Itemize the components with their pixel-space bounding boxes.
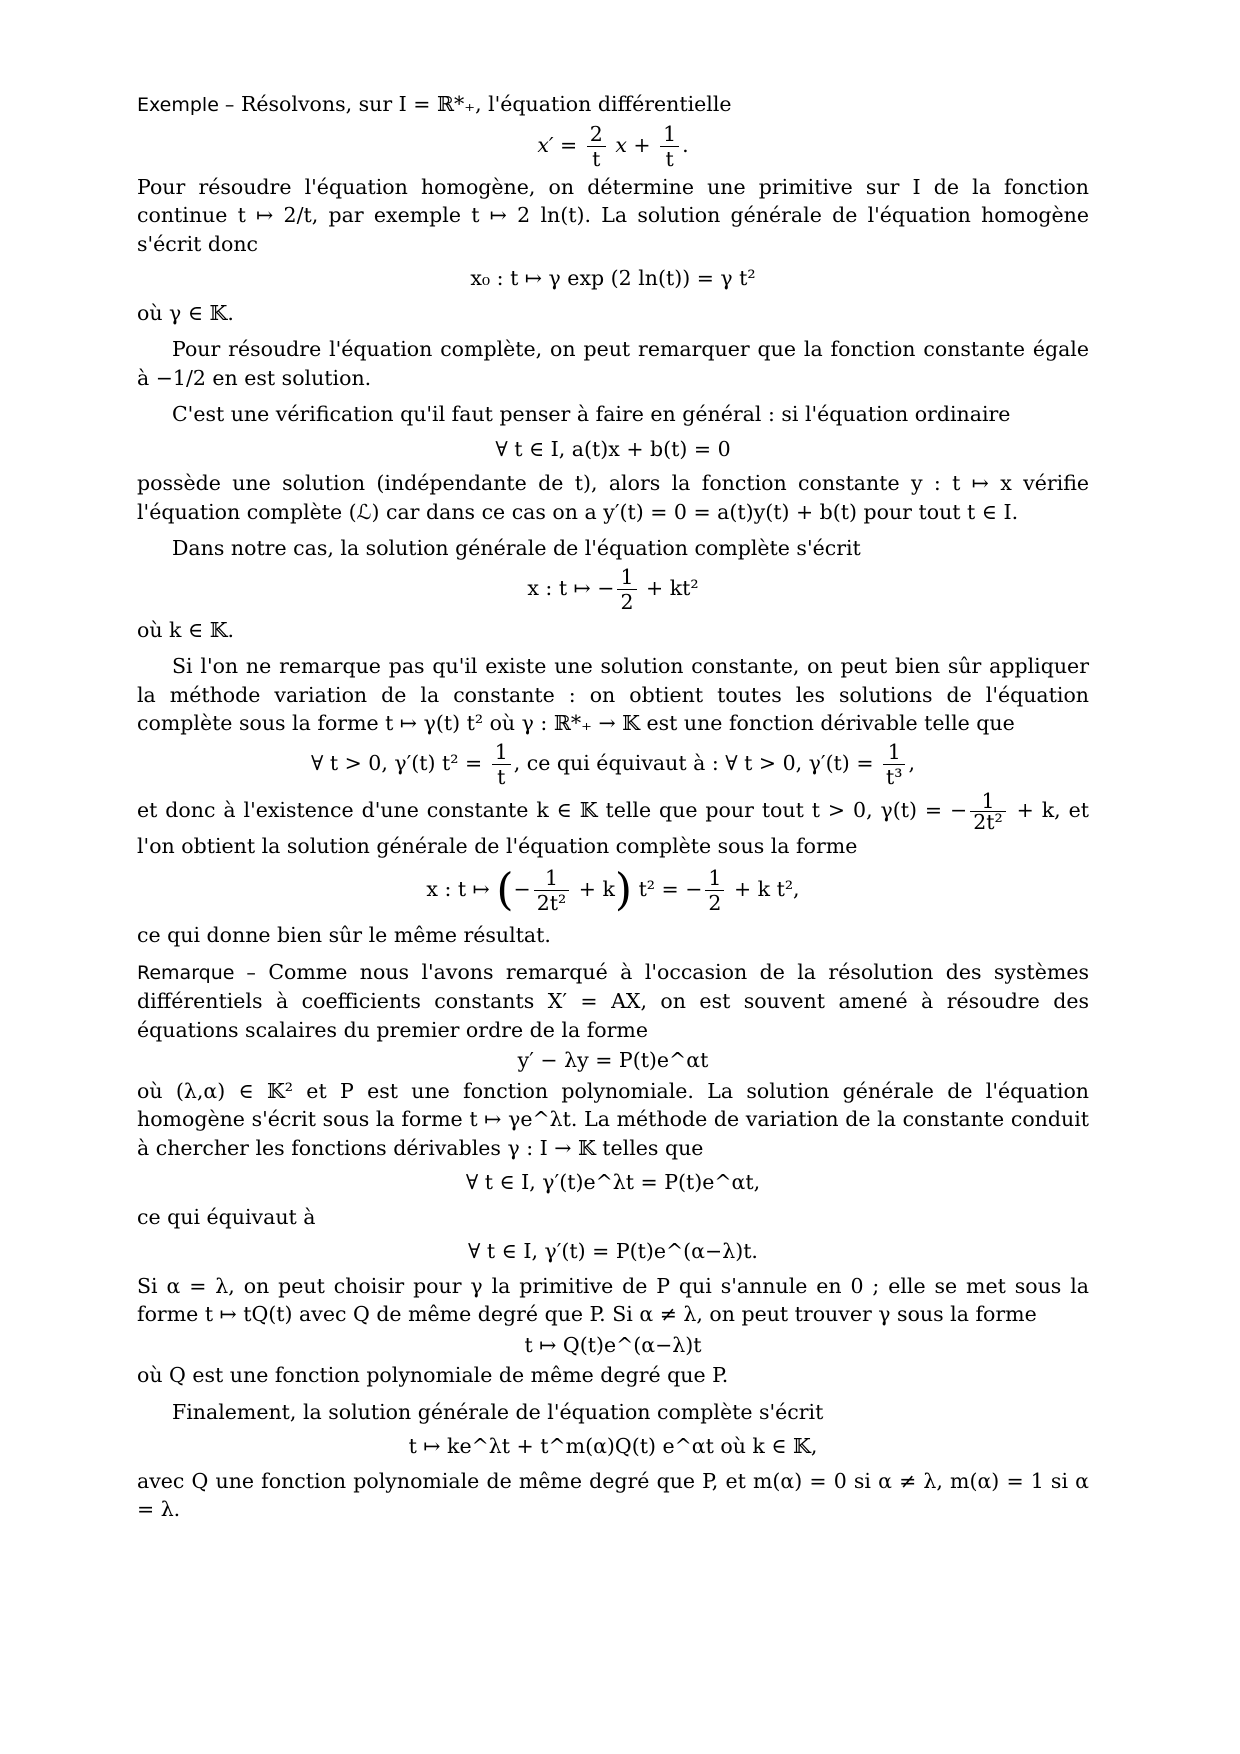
paragraph-verification: C'est une vérification qu'il faut penser à faire en général : si l'équation ordinaire: [172, 402, 1011, 426]
paragraph-polynomial: où (λ,α) ∈ 𝕂² et P est une fonction polynomiale. La solution générale de l'équation homogène s'écrit sous la forme t ↦ γe^λt. La méthode de variation de la constante conduit à chercher les fonctions dérivables γ : I → 𝕂 telles que: [137, 1078, 1089, 1160]
paragraph-finally: Finalement, la solution générale de l'équation complète s'écrit: [172, 1399, 824, 1424]
paragraph-same-result: ce qui donne bien sûr le même résultat.: [137, 923, 551, 947]
paragraph-cases: Si α = λ, on peut choisir pour γ la primitive de P qui s'annule en 0 ; elle se met sous la forme t ↦ tQ(t) avec Q de même degré que P. Si α ≠ λ, on peut trouver γ sous la forme: [137, 1273, 1089, 1326]
paragraph-our-case: Dans notre cas, la solution générale de l'équation complète s'écrit: [172, 536, 861, 560]
example-label: Exemple –: [137, 94, 235, 116]
paragraph-constant-solution: Pour résoudre l'équation complète, on peut remarquer que la fonction constante égale à −1/2 en est solution.: [137, 337, 1089, 390]
equation-homogeneous-solution: x₀ : t ↦ γ exp (2 ln(t)) = γ t²: [470, 266, 756, 290]
equation-final-solution: t ↦ ke^λt + t^m(α)Q(t) e^αt où k ∈ 𝕂,: [408, 1434, 818, 1458]
equation-q-form: t ↦ Q(t)e^(α−λ)t: [524, 1332, 702, 1357]
paragraph-gamma: où γ ∈ 𝕂.: [137, 300, 234, 325]
remark-label: Remarque –: [137, 961, 256, 984]
equation-general-solution: x : t ↦ − $\frac{1}{2}$ + kt²: [527, 564, 699, 614]
paragraph-equivalent: ce qui équivaut à: [137, 1204, 316, 1229]
equation-gamma-derivative: ∀ t > 0, γ′(t) t² = $\frac{1}{t}$ , ce qui équivaut à : ∀ t > 0, γ′(t) = $\frac{1}{\text{t³}}$ ,: [310, 739, 916, 789]
equation-scalar: y′ − λy = P(t)e^αt: [517, 1048, 709, 1072]
paragraph-possede: possède une solution (indépendante de t), alors la fonction constante y : t ↦ x vérifie l'équation complète (ℒ) car dans ce cas on a y′(t) = 0 = a(t)y(t) + b(t) pour tout t ∈ I.: [137, 471, 1089, 524]
example-intro: Exemple – Résolvons, sur I = ℝ*₊, l'équation différentielle: [137, 92, 732, 116]
paragraph-variation: Si l'on ne remarque pas qu'il existe une solution constante, on peut bien sûr appliquer la méthode variation de la constante : on obtient toutes les solutions de l'équation complète sous la forme t ↦ γ(t) t² où γ : ℝ*₊ → 𝕂 est une fonction dérivable telle que: [137, 654, 1089, 735]
equation-variation-2: ∀ t ∈ I, γ′(t) = P(t)e^(α−λ)t.: [468, 1239, 758, 1263]
paragraph-homogeneous: Pour résoudre l'équation homogène, on détermine une primitive sur I de la fonction continue t ↦ 2/t, par exemple t ↦ 2 ln(t). La solution générale de l'équation homogène s'écrit donc: [137, 174, 1089, 256]
equation-ordinary: ∀ t ∈ I, a(t)x + b(t) = 0: [495, 436, 731, 461]
paragraph-k: où k ∈ 𝕂.: [137, 617, 235, 642]
paragraph-conclusion: avec Q une fonction polynomiale de même degré que P, et m(α) = 0 si α ≠ λ, m(α) = 1 si α = λ.: [137, 1468, 1089, 1521]
paragraph-existence: et donc à l'existence d'une constante k ∈ 𝕂 telle que pour tout t > 0, γ(t) = − $\frac{1}{\text{2t²}}$ + k, et l'on obtient la solution générale de l'équation complète sous la forme: [137, 788, 1089, 858]
equation-final-form: x : t ↦ (− $\frac{1}{\text{2t²}}$ + k) t² = − $\frac{1}{2}$ + k t²,: [426, 864, 800, 916]
equation-variation-1: ∀ t ∈ I, γ′(t)e^λt = P(t)e^αt,: [465, 1170, 761, 1194]
paragraph-q-polynomial: où Q est une fonction polynomiale de même degré que P.: [137, 1363, 729, 1387]
remark-intro: Remarque – Comme nous l'avons remarqué à l'occasion de la résolution des systèmes différentiels à coefficients constants X′ = AX, on est souvent amené à résoudre des équations scalaires du premier ordre de la forme: [137, 959, 1089, 1042]
document-page: [137, 90, 1089, 1524]
equation-differential: x′ = $\frac{2}{t}$ x + $\frac{1}{t}$ .: [537, 121, 689, 171]
